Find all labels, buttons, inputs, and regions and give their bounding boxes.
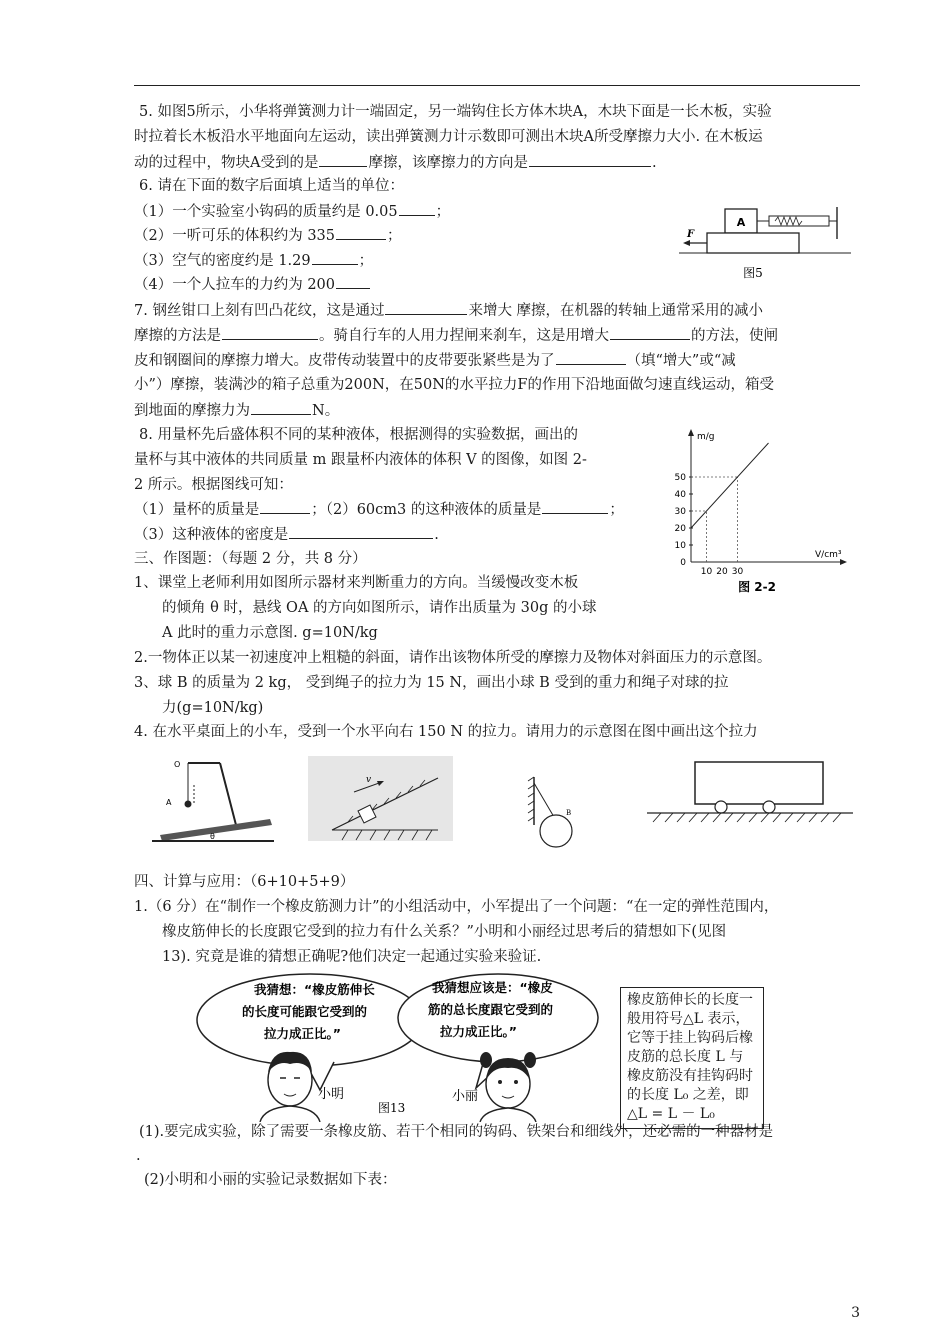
ball-b	[540, 815, 572, 847]
q5-line3	[134, 152, 657, 173]
tilted-board	[160, 819, 272, 841]
y-tick-label: 10	[674, 541, 686, 551]
sec3-title: 三、作图题：（每题 2 分，共 8 分）	[134, 551, 367, 567]
q8-blank-2[interactable]	[542, 499, 608, 514]
q7-text-3a: 皮和钢圈间的摩擦力增大。皮带传动装置中的皮带要张紧些是为了	[134, 353, 555, 369]
sec3-p3-line1: 3、球 B 的质量为 2 kg， 受到绳子的拉力为 15 N，画出小球 B 受到的重力和绳子对球的拉	[134, 675, 729, 691]
q6-title: 6. 请在下面的数字后面填上适当的单位：	[139, 178, 404, 194]
q8-text-4a: （1）量杯的质量是	[134, 502, 260, 518]
q7-blank-2[interactable]	[222, 325, 318, 340]
graph-2-2	[665, 425, 855, 600]
sec3-p1-line2: 的倾角 θ 时，悬线 OA 的方向如图所示，请作出质量为 30g 的小球	[162, 600, 597, 616]
sec3-p3-line2: 力(g=10N/kg)	[162, 700, 264, 716]
y-tick-label: 30	[674, 507, 686, 517]
cart-body	[695, 762, 823, 804]
incline-background	[308, 756, 453, 841]
sec4-p1-line1: 1.（6 分）在“制作一个橡皮筋测力计”的小组活动中，小军提出了一个问题：“在一定的弹性范围内，	[134, 899, 779, 915]
sec3-p4: 4. 在水平桌面上的小车，受到一个水平向右 150 N 的拉力。请用力的示意图在图中画出这个拉力	[134, 724, 758, 740]
figure-incline	[308, 756, 453, 841]
girl-xiaoli-illustration	[480, 1052, 536, 1122]
cart-wheel-right	[763, 801, 775, 813]
q8-line4	[134, 499, 624, 520]
q6-blank-3[interactable]	[312, 250, 358, 265]
figure-5	[675, 205, 855, 285]
header-rule	[134, 85, 860, 86]
y-tick-label: 50	[674, 473, 686, 483]
x-tick-label: 10	[700, 567, 713, 577]
q5-line1: 5. 如图5所示，小华将弹簧测力计一端固定，另一端钩住长方体木块A，木块下面是一长木板，实验	[139, 104, 772, 120]
figure-5-caption: 图5	[743, 266, 763, 280]
q7-line1	[134, 300, 763, 321]
wall-hatch	[528, 777, 534, 821]
q7-text-5b: N。	[312, 403, 340, 419]
y-tick-label: 0	[680, 558, 686, 568]
definition-note-box	[620, 987, 764, 1129]
q7-line5	[134, 400, 339, 421]
label-theta: θ	[210, 832, 215, 841]
q8-blank-1[interactable]	[260, 499, 310, 514]
block-a-label: A	[736, 216, 746, 229]
q5-line2: 时拉着长木板沿水平地面向左运动，读出弹簧测力计示数即可测出木块A所受摩擦力大小. 在木板运	[134, 129, 763, 145]
label-b: B	[566, 809, 572, 817]
q7-text-5a: 到地面的摩擦力为	[134, 403, 250, 419]
label-a: A	[166, 798, 172, 807]
q8-line2: 量杯与其中液体的共同质量 m 跟量杯内液体的体积 V 的图像，如图 2-	[134, 452, 587, 468]
figure-hanging-ball	[518, 775, 583, 855]
q7-blank-5[interactable]	[251, 400, 311, 415]
q7-line4: 小”）摩擦，装满沙的箱子总重为200N，在50N的水平拉力F的作用下沿地面做匀速直线运动，箱受	[134, 377, 774, 393]
q8-blank-3[interactable]	[289, 524, 433, 539]
sec4-title: 四、计算与应用：（6+10+5+9）	[134, 874, 355, 890]
x-tick-label: 30	[731, 567, 744, 577]
q7-blank-1[interactable]	[385, 300, 467, 315]
q6-item3	[134, 250, 373, 271]
q5-blank-2[interactable]	[529, 152, 651, 167]
q6-item4-text: （4）一个人拉车的力约为 200	[134, 277, 336, 293]
q6-blank-4[interactable]	[336, 274, 370, 289]
y-tick-label: 20	[674, 524, 686, 534]
cart-wheel-left	[715, 801, 727, 813]
label-o: O	[174, 760, 181, 769]
q8-text-5b: .	[434, 527, 439, 543]
q5-text-b: 摩擦，该摩擦力的方向是	[368, 155, 528, 171]
long-board	[707, 233, 799, 253]
bubble1-line1: 我猜想：“橡皮筋伸长	[254, 982, 375, 997]
bubble2-line3: 拉力成正比。”	[440, 1024, 517, 1039]
q6-item4	[134, 274, 371, 295]
q7-text-1b: 来增大 摩擦，在机器的转轴上通常采用的减小	[468, 303, 764, 319]
q6-semicolon-1: ；	[435, 204, 451, 220]
figure-plumb-line	[148, 755, 278, 845]
sec3-p1-line3: A 此时的重力示意图. g=10N/kg	[162, 625, 378, 641]
q5-blank-1[interactable]	[319, 152, 367, 167]
q7-text-1a: 7. 钢丝钳口上刻有凹凸花纹，这是通过	[134, 303, 385, 319]
name-xiaoming: 小明	[318, 1087, 345, 1102]
bubble1-line2: 的长度可能跟它受到的	[242, 1004, 368, 1019]
q8-text-4b: ；（2）60cm3 的这种液体的质量是	[311, 502, 542, 518]
q7-text-3b: （填“增大”或“减	[626, 353, 736, 369]
figure-13-caption: 图13	[378, 1101, 406, 1115]
q8-line5	[134, 524, 439, 545]
q6-semicolon-3: ；	[358, 253, 374, 269]
sec4-q1-part2: (2)小明和小丽的实验记录数据如下表：	[144, 1172, 397, 1188]
rope	[534, 783, 554, 817]
q5-text-a: 动的过程中，物块A受到的是	[134, 155, 319, 171]
sec4-p1-line3: 13). 究竟是谁的猜想正确呢?他们决定一起通过实验来验证.	[162, 949, 542, 965]
bubble2-line1: 我猜想应该是：“橡皮	[432, 980, 553, 995]
definition-note-text: 橡皮筋伸长的长度一般用符号△L 表示，它等于挂上钩码后橡皮筋的总长度 L 与橡皮筋没有挂钩码时的长度 L₀ 之差，即 △L = L － L₀	[627, 992, 753, 1122]
q7-text-2a: 摩擦的方法是	[134, 328, 221, 344]
sec3-p2: 2.一物体正以某一初速度冲上粗糙的斜面，请作出该物体所受的摩擦力及物体对斜面压力的示意图。	[134, 650, 772, 666]
q6-blank-2[interactable]	[336, 225, 386, 240]
q6-item1-text: （1）一个实验室小钩码的质量约是 0.05	[134, 204, 398, 220]
q6-item3-text: （3）空气的密度约是 1.29	[134, 253, 311, 269]
q8-line1: 8. 用量杯先后盛体积不同的某种液体，根据测得的实验数据，画出的	[139, 427, 578, 443]
q6-blank-1[interactable]	[399, 201, 435, 216]
sec4-q1-part1-end: .	[136, 1148, 141, 1164]
q6-item2-text: （2）一听可乐的体积约为 335	[134, 228, 336, 244]
bubble1-line3: 拉力成正比。”	[264, 1026, 341, 1041]
graph-x-label: V/cm³	[815, 550, 842, 560]
ball-a	[185, 801, 192, 808]
page-number: 3	[851, 1305, 860, 1321]
force-f-arrowhead	[683, 240, 690, 246]
q6-item1	[134, 201, 450, 222]
q6-semicolon-2: ；	[387, 228, 402, 244]
table-hatch	[653, 813, 841, 822]
graph-caption: 图 2-2	[738, 580, 776, 594]
q8-text-4c: ；	[609, 502, 624, 518]
q7-text-2b: 。骑自行车的人用力捏闸来刹车，这是用增大	[319, 328, 609, 344]
sec4-q1-part1: (1).要完成实验，除了需要一条橡皮筋、若干个相同的钩码、铁架台和细线外，还必需的一种器材是	[139, 1124, 774, 1140]
label-v: v	[366, 775, 372, 785]
q8-text-5a: （3）这种液体的密度是	[134, 527, 289, 543]
graph-y-label: m/g	[697, 432, 715, 442]
bubble2-line2: 筋的总长度跟它受到的	[428, 1002, 554, 1017]
q7-blank-4[interactable]	[556, 350, 626, 365]
force-f-label: F	[687, 229, 695, 240]
figure-13	[188, 972, 618, 1122]
q5-text-c: .	[651, 155, 657, 171]
q7-line2	[134, 325, 778, 346]
x-tick-label: 20	[716, 567, 728, 577]
graph-series-line	[691, 443, 769, 528]
q8-line3: 2 所示。根据图线可知：	[134, 477, 293, 493]
sec4-p1-line2: 橡皮筋伸长的长度跟它受到的拉力有什么关系？”小明和小丽经过思考后的猜想如下(见图	[162, 924, 727, 940]
q7-line3	[134, 350, 736, 371]
q7-text-2c: 的方法，使闸	[691, 328, 778, 344]
q6-item2	[134, 225, 402, 246]
graph-y-arrowhead	[688, 429, 694, 436]
sec3-p1-line1: 1、课堂上老师利用如图所示器材来判断重力的方向。当缓慢改变木板	[134, 575, 579, 591]
name-xiaoli: 小丽	[452, 1089, 479, 1104]
q7-blank-3[interactable]	[610, 325, 690, 340]
y-tick-label: 40	[674, 490, 686, 500]
figure-cart	[645, 760, 855, 830]
stand-pole	[220, 763, 236, 825]
